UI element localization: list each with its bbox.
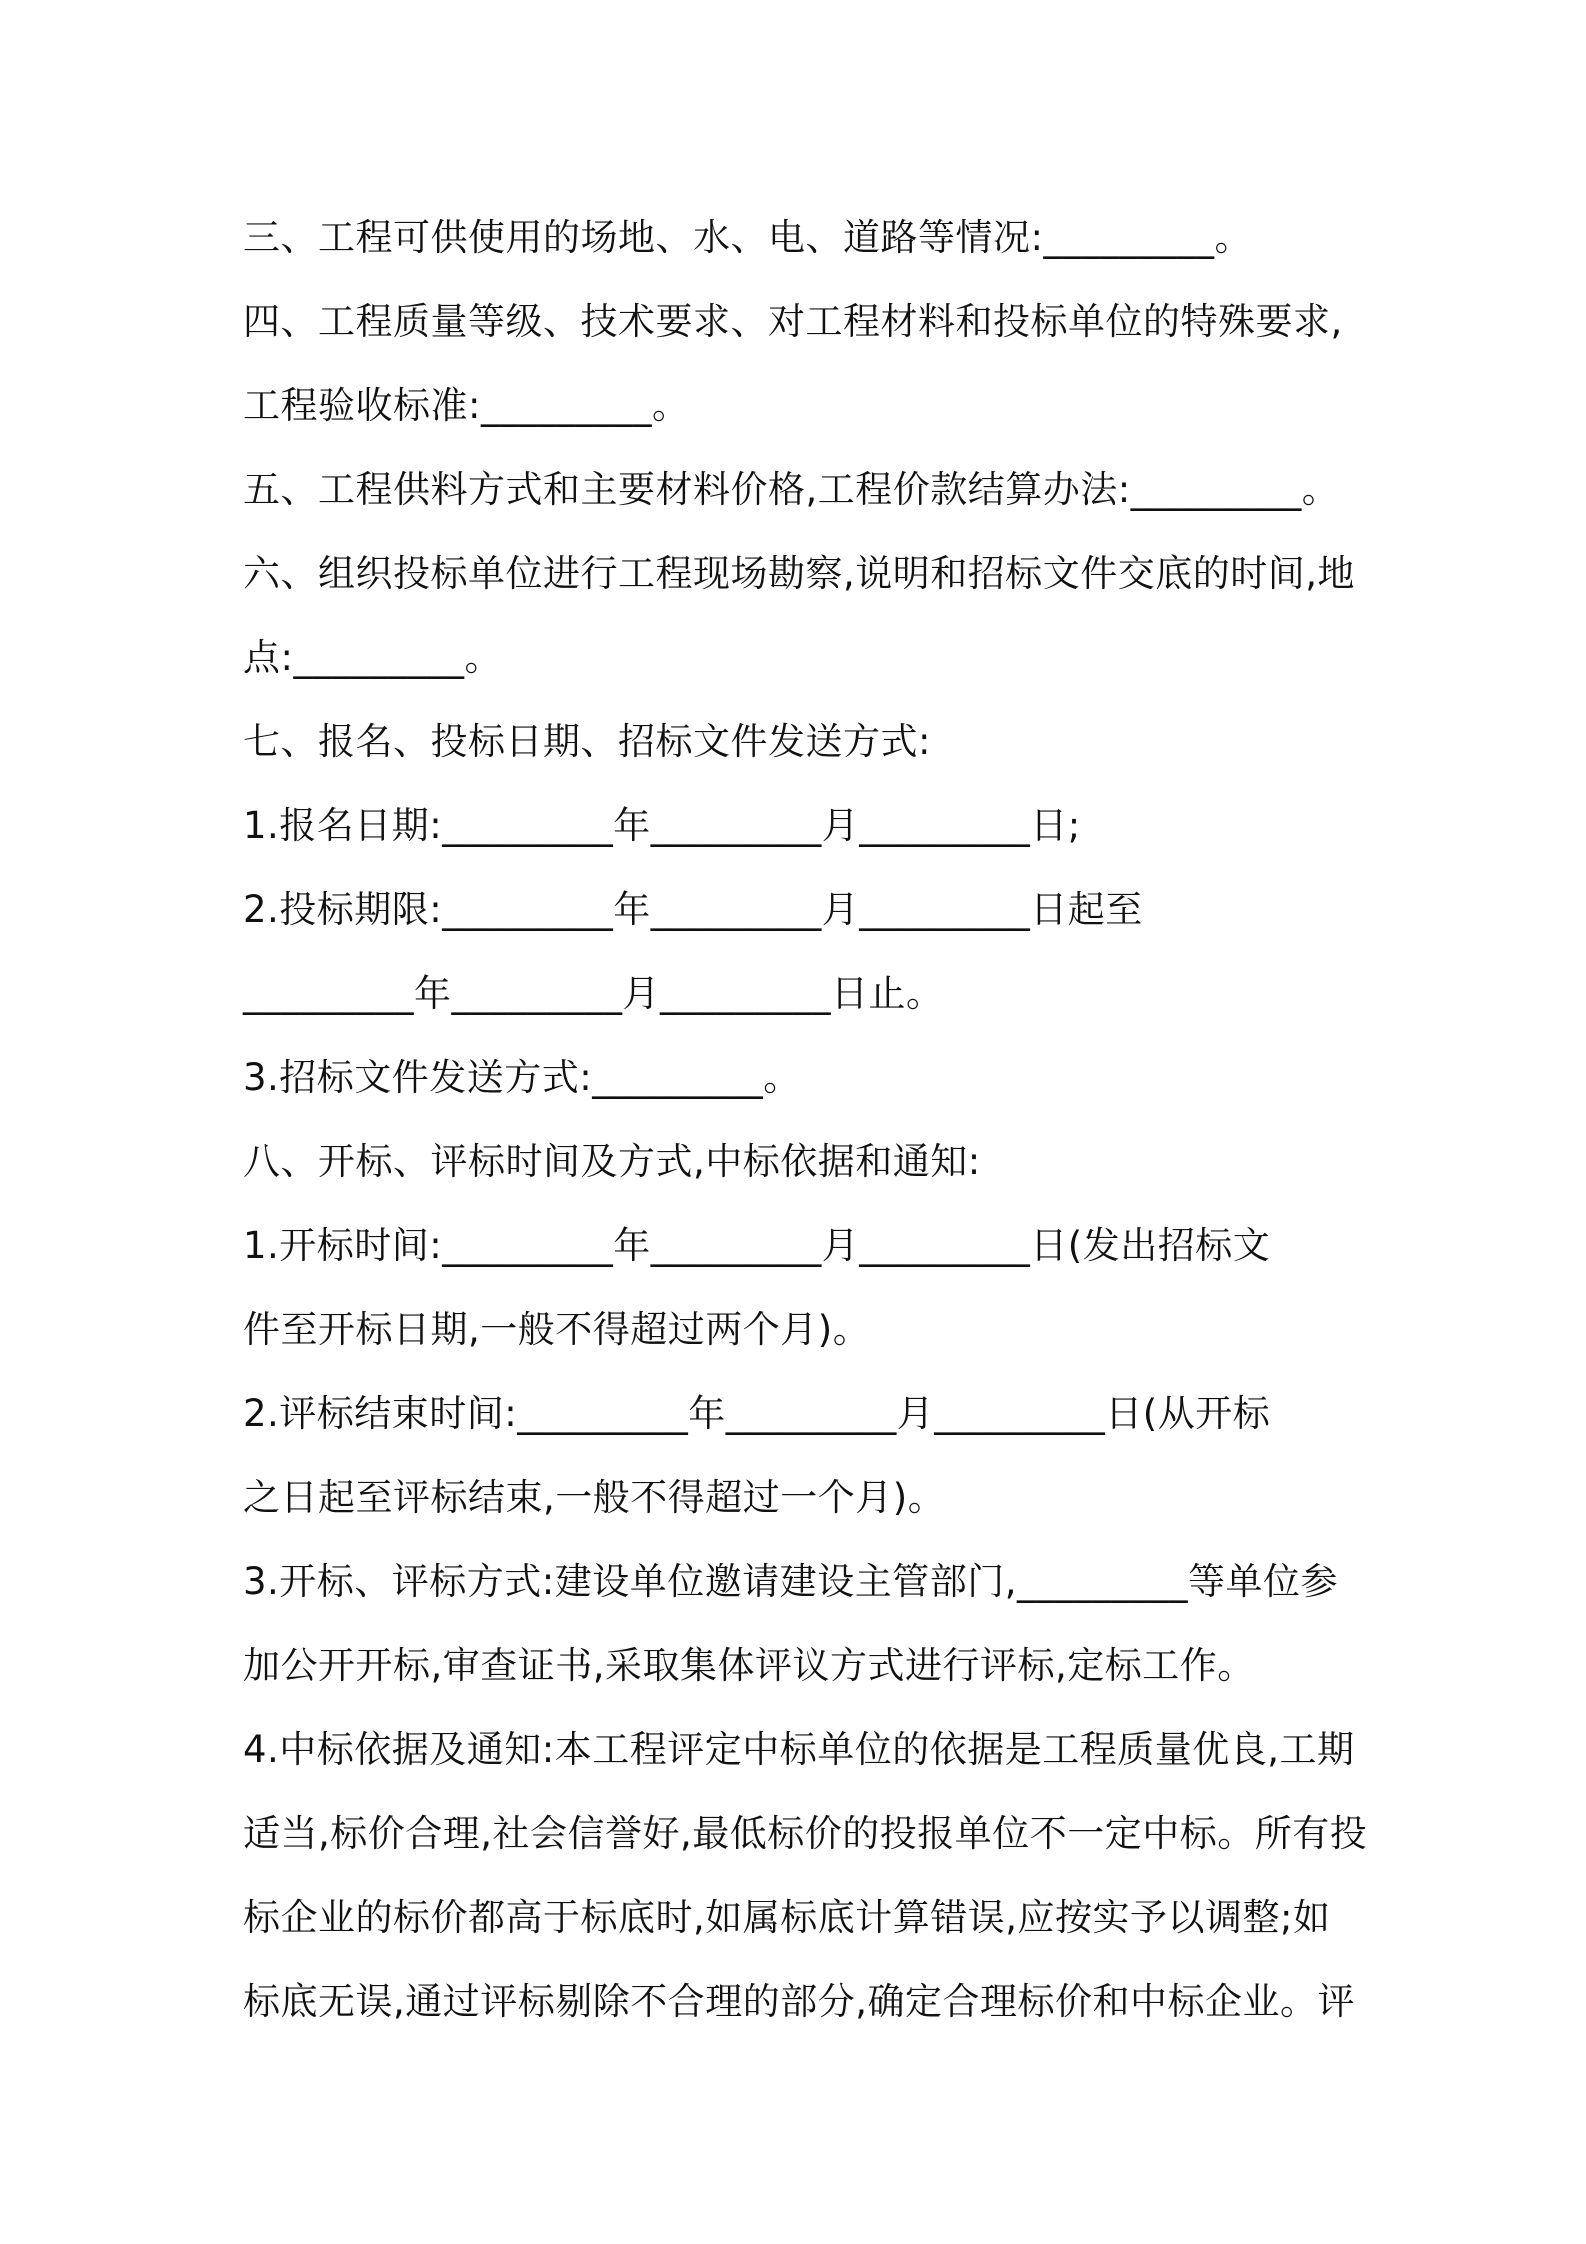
clause-3-site-conditions: 三、工程可供使用的场地、水、电、道路等情况:_________。 (243, 216, 1252, 259)
clause-8-award-basis-cont-3: 标底无误,通过评标剔除不合理的部分,确定合理标价和中标企业。评 (243, 1980, 1356, 2023)
clause-8-heading: 八、开标、评标时间及方式,中标依据和通知: (243, 1140, 981, 1183)
clause-8-award-basis-cont-2: 标企业的标价都高于标底时,如属标底计算错误,应按实予以调整;如 (243, 1896, 1331, 1939)
clause-8-award-basis-cont-1: 适当,标价合理,社会信誉好,最低标价的投报单位不一定中标。所有投 (243, 1812, 1368, 1855)
clause-8-evaluation-end: 2.评标结束时间:_________年_________月_________日(从开标 (243, 1392, 1271, 1435)
clause-6-location: 点:_________。 (243, 636, 502, 679)
clause-7-registration-date: 1.报名日期:_________年_________月_________日; (243, 804, 1081, 847)
clause-8-evaluation-end-note: 之日起至评标结束,一般不得超过一个月)。 (243, 1476, 946, 1519)
clause-8-opening-time-note: 件至开标日期,一般不得超过两个月)。 (243, 1308, 871, 1351)
clause-5-material-supply: 五、工程供料方式和主要材料价格,工程价款结算办法:_________。 (243, 468, 1340, 511)
clause-6-site-survey: 六、组织投标单位进行工程现场勘察,说明和招标文件交底的时间,地 (243, 552, 1356, 595)
clause-8-opening-time: 1.开标时间:_________年_________月_________日(发出招标文 (243, 1224, 1271, 1267)
clause-8-evaluation-method-cont: 加公开开标,审查证书,采取集体评议方式进行评标,定标工作。 (243, 1644, 1255, 1687)
clause-7-heading: 七、报名、投标日期、招标文件发送方式: (243, 720, 931, 763)
clause-8-award-basis: 4.中标依据及通知:本工程评定中标单位的依据是工程质量优良,工期 (243, 1728, 1355, 1771)
document-body (243, 196, 1368, 2044)
clause-7-delivery-method: 3.招标文件发送方式:_________。 (243, 1056, 801, 1099)
clause-4-acceptance-standard: 工程验收标准:_________。 (243, 384, 690, 427)
clause-4-quality-requirements: 四、工程质量等级、技术要求、对工程材料和投标单位的特殊要求, (243, 300, 1343, 343)
clause-7-bid-period-end: _________年_________月_________日止。 (243, 972, 944, 1015)
clause-8-evaluation-method: 3.开标、评标方式:建设单位邀请建设主管部门,_________等单位参 (243, 1560, 1339, 1603)
clause-7-bid-period-start: 2.投标期限:_________年_________月_________日起至 (243, 888, 1143, 931)
